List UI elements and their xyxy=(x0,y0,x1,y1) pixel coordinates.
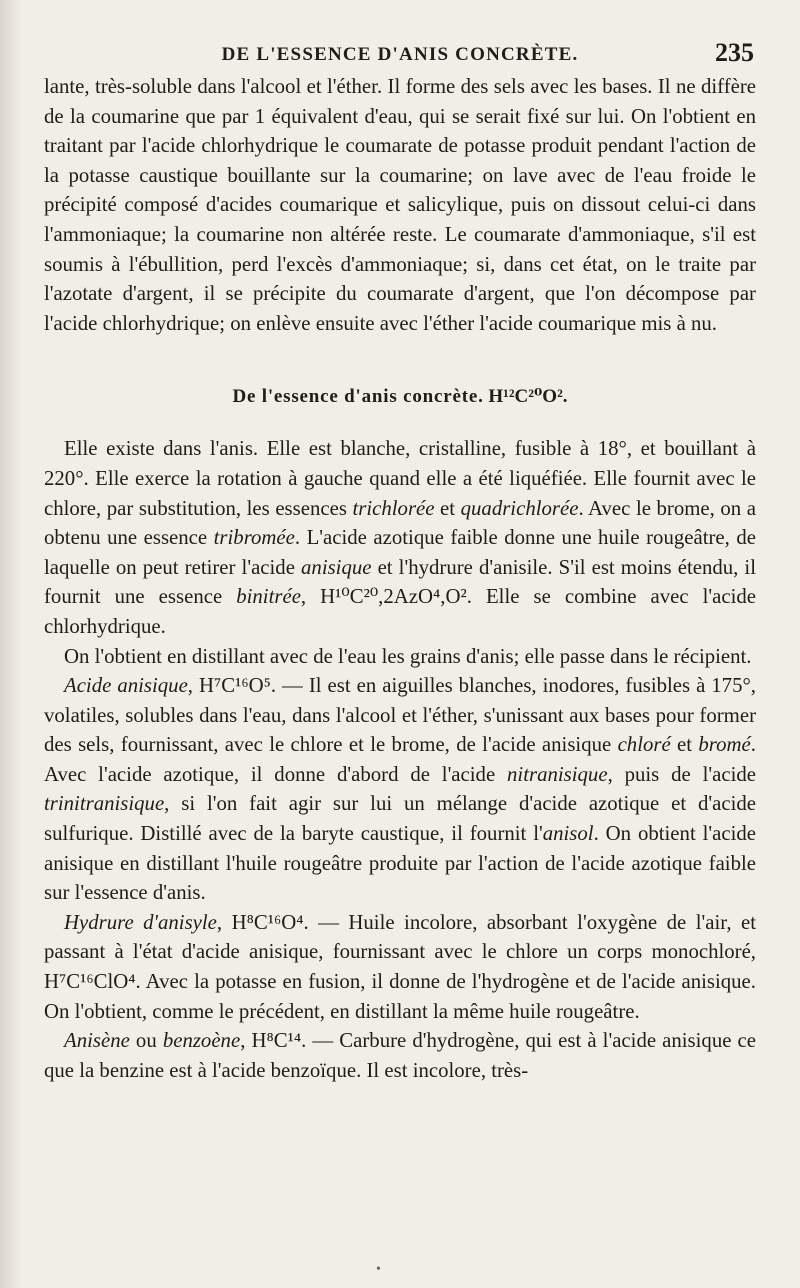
text-fragment: et xyxy=(670,733,699,757)
text-fragment: . Avec le brome, on a obtenu une essence xyxy=(44,496,756,550)
paragraph-anisyl-hydride xyxy=(44,908,756,1026)
text-fragment: et xyxy=(434,496,461,520)
text-fragment: et l'hydrure d'anisile. S'il est moins étendu, il fournit une essence xyxy=(44,555,756,609)
italic-term: trinitranisique xyxy=(44,792,165,816)
text-fragment: — Il est en aiguilles blanches, inodores, fusibles à 175°, volatiles, solubles dans l'eau, dans l'alcool et l'éther, s'unissant aux bases pour former des sels, fournissant, avec le chlore et le brome, de l'acide anisique xyxy=(44,674,756,757)
entry-formula: , H⁷C¹⁶O⁵. xyxy=(187,674,277,698)
text-fragment: — Huile incolore, absorbant l'oxygène de l'air, et passant à l'état d'acide anisique, fournissant avec le chlore un corps monochloré, H⁷C¹⁶ClO⁴. Avec la potasse en fusion, il donne de l'hydrogène et de l'acide anisique. On l'obtient, comme le précédent, en distillant la même huile rougeâtre. xyxy=(44,910,756,1023)
text-fragment: Elle existe dans l'anis. Elle est blanche, cristalline, fusible à 18°, et bouillant à 220°. Elle exerce la rotation à gauche quand elle a été liquéfiée. Elle fournit avec le chlore, par substitution, les essences xyxy=(44,437,756,520)
italic-term: binitrée xyxy=(236,585,301,609)
page-edge-shadow xyxy=(0,0,22,1288)
italic-term: bromé xyxy=(698,733,751,757)
paragraph-coumaric-acid: lante, très-soluble dans l'alcool et l'éther. Il forme des sels avec les bases. Il ne diffère de la coumarine que par 1 équivalent d'eau, qui se serait fixé sur lui. On l'obtient en traitant par l'acide chlorhydrique le coumarate de potasse produit pendant l'action de la potasse caustique bouillante sur la coumarine; on lave avec de l'eau froide le précipité composé d'acides coumarique et salicylique, puis on dissout celui-ci dans l'ammoniaque; la coumarine non altérée reste. Le coumarate d'ammoniaque, s'il est soumis à l'ébullition, perd l'excès d'ammoniaque; si, dans cet état, on le traite par l'azotate d'argent, il se précipite du coumarate d'argent, que l'on décompose par l'acide chlorhydrique; on enlève ensuite avec l'éther l'acide coumarique mis à nu. xyxy=(44,75,756,335)
text-fragment: . On obtient l'acide anisique en distillant l'huile rougeâtre produite par l'action de l'acide azotique faible sur l'essence d'anis. xyxy=(44,822,756,905)
italic-term: nitranisique xyxy=(507,762,608,786)
text-fragment: ou xyxy=(129,1029,163,1053)
entry-term: Hydrure d'anisyle xyxy=(64,910,217,934)
text-fragment: — Carbure d'hydrogène, qui est à l'acide anisique ce que la benzine est à l'acide benzoïque. Il est incolore, très- xyxy=(44,1029,756,1082)
paragraph-anisic-acid xyxy=(44,671,756,908)
page-number: 235 xyxy=(715,38,754,67)
print-mark: • xyxy=(376,1262,381,1277)
italic-term: trichlorée xyxy=(352,496,435,520)
paragraph-obtaining: On l'obtient en distillant avec de l'eau les grains d'anis; elle passe dans le récipient. xyxy=(64,644,752,668)
italic-term: anisol xyxy=(542,822,594,846)
section-heading xyxy=(44,382,756,412)
page-body xyxy=(44,72,756,1085)
italic-term: quadrichlorée xyxy=(460,496,579,520)
italic-term: chloré xyxy=(617,733,671,757)
text-fragment: , si l'on fait agir sur lui un mélange d'acide azotique et d'acide sulfurique. Distillé avec de la baryte caustique, il fournit l' xyxy=(44,792,756,846)
italic-term: tribromée xyxy=(213,526,295,550)
entry-term: benzoène xyxy=(162,1029,241,1053)
entry-formula: , H⁸C¹⁶O⁴. xyxy=(216,910,309,934)
entry-term: Anisène xyxy=(64,1029,130,1053)
text-fragment: , puis de l'acide xyxy=(607,762,756,786)
section-formula: H¹²C²⁰O². xyxy=(488,386,568,408)
paragraph-anisene xyxy=(44,1026,756,1085)
text-fragment: . L'acide azotique faible donne une huile rougeâtre, de laquelle on peut retirer l'acide xyxy=(44,526,756,579)
entry-term: Acide anisique xyxy=(64,674,188,698)
paragraph-anise-essence xyxy=(44,434,756,641)
page-header xyxy=(40,38,760,74)
running-title: DE L'ESSENCE D'ANIS CONCRÈTE. xyxy=(221,44,579,65)
text-fragment: . Avec l'acide azotique, il donne d'abord de l'acide xyxy=(44,733,756,786)
section-title: De l'essence d'anis concrète. xyxy=(232,386,484,408)
entry-formula: , H⁸C¹⁴. xyxy=(240,1029,307,1053)
italic-term: anisique xyxy=(301,555,372,579)
text-fragment: , H¹⁰C²⁰,2AzO⁴,O². Elle se combine avec l'acide chlorhydrique. xyxy=(44,585,756,638)
